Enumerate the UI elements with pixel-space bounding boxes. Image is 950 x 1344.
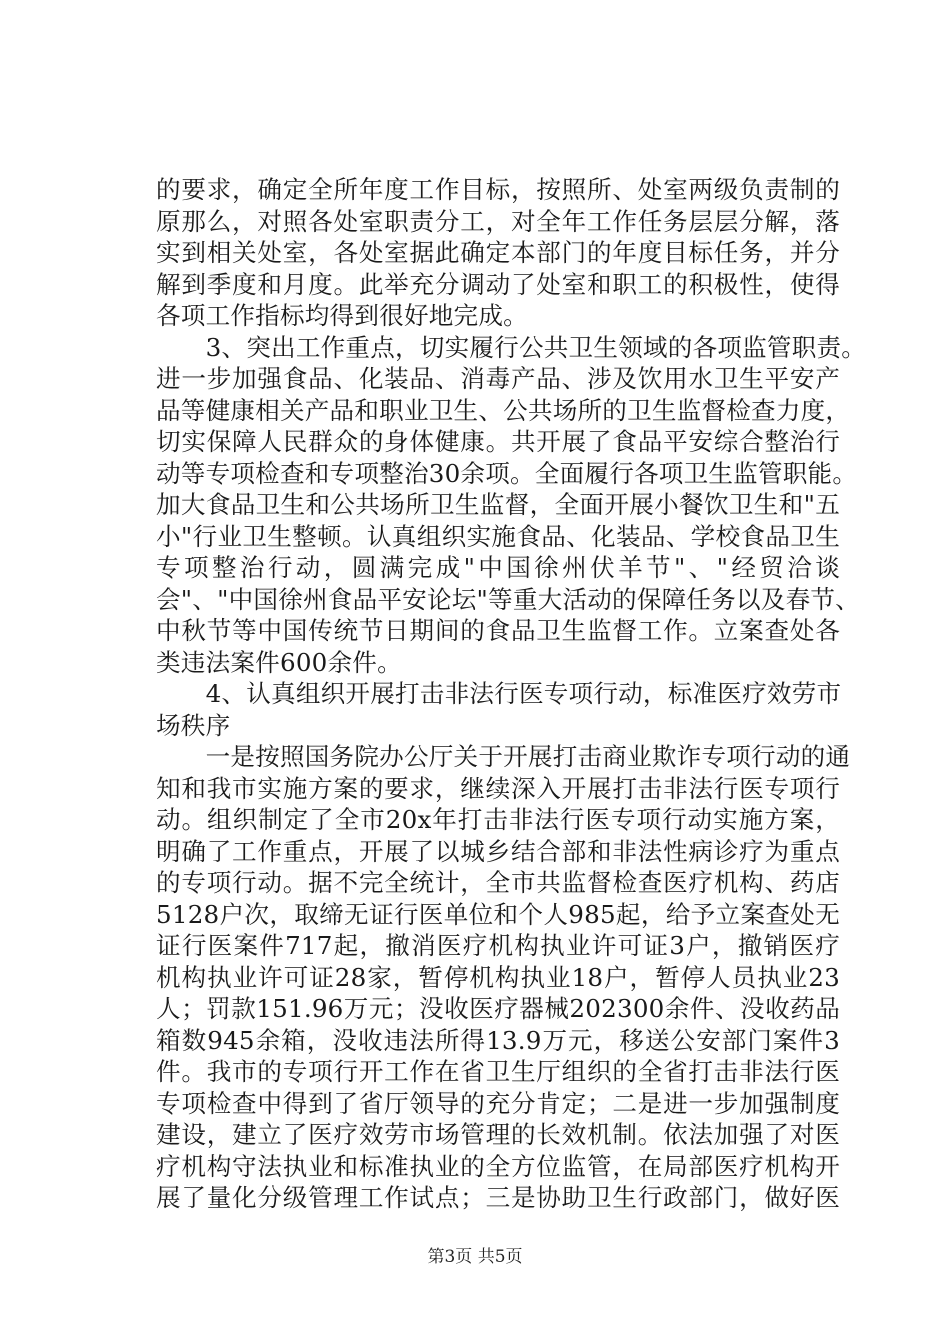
text-line: 5128户次，取缔无证行医单位和个人985起，给予立案查处无 bbox=[156, 899, 840, 929]
text-line: 的专项行动。据不完全统计，全市共监督检查医疗机构、药店 bbox=[156, 868, 840, 897]
text-line: 的要求，确定全所年度工作目标，按照所、处室两级负责制的 bbox=[156, 175, 840, 204]
text-line: 品等健康相关产品和职业卫生、公共场所的卫生监督检查力度， bbox=[156, 395, 851, 425]
text-line: 各项工作指标均得到很好地完成。 bbox=[156, 301, 528, 330]
text-line: 类违法案件600余件。 bbox=[156, 647, 402, 677]
text-line: 箱数945余箱，没收违法所得13.9万元，移送公安部门案件3 bbox=[156, 1025, 840, 1055]
text-line: 专项整治行动，圆满完成"中国徐州伏羊节"、"经贸洽谈 bbox=[156, 553, 840, 582]
text-line: 中秋节等中国传统节日期间的食品卫生监督工作。立案查处各 bbox=[156, 616, 840, 645]
text-line: 机构执业许可证28家，暂停机构执业18户，暂停人员执业23 bbox=[156, 962, 840, 992]
text-line: 明确了工作重点，开展了以城乡结合部和非法性病诊疗为重点 bbox=[156, 836, 840, 866]
text-line: 进一步加强食品、化装品、消毒产品、涉及饮用水卫生平安产 bbox=[156, 364, 840, 393]
text-line: 一是按照国务院办公厅关于开展打击商业欺诈专项行动的通 bbox=[156, 742, 851, 771]
text-line: 展了量化分级管理工作试点；三是协助卫生行政部门，做好医 bbox=[156, 1183, 840, 1212]
text-line: 证行医案件717起，撤消医疗机构执业许可证3户，撤销医疗 bbox=[156, 931, 840, 960]
text-line: 4、认真组织开展打击非法行医专项行动，标准医疗效劳市 bbox=[156, 679, 842, 708]
page-footer: 第3页 共5页 bbox=[427, 1247, 523, 1267]
text-line: 人；罚款151.96万元；没收医疗器械202300余件、没收药品 bbox=[156, 994, 840, 1023]
text-line: 件。我市的专项行开工作在省卫生厅组织的全省打击非法行医 bbox=[156, 1057, 840, 1086]
text-line: 切实保障人民群众的身体健康。共开展了食品平安综合整治行 bbox=[156, 427, 840, 456]
text-line: 动。组织制定了全市20x年打击非法行医专项行动实施方案， bbox=[156, 805, 840, 834]
text-line: 解到季度和月度。此举充分调动了处室和职工的积极性，使得 bbox=[156, 269, 840, 299]
text-line: 加大食品卫生和公共场所卫生监督，全面开展小餐饮卫生和"五 bbox=[156, 490, 840, 519]
text-line: 建设，建立了医疗效劳市场管理的长效机制。依法加强了对医 bbox=[156, 1120, 840, 1149]
text-line: 专项检查中得到了省厅领导的充分肯定；二是进一步加强制度 bbox=[156, 1088, 840, 1118]
text-line: 原那么，对照各处室职责分工，对全年工作任务层层分解，落 bbox=[156, 206, 840, 236]
text-line: 知和我市实施方案的要求，继续深入开展打击非法行医专项行 bbox=[156, 773, 840, 803]
text-line: 会"、"中国徐州食品平安论坛"等重大活动的保障任务以及春节、 bbox=[156, 584, 860, 614]
text-line: 疗机构守法执业和标准执业的全方位监管，在局部医疗机构开 bbox=[156, 1151, 840, 1181]
document-body bbox=[156, 174, 867, 1214]
text-line: 3、突出工作重点，切实履行公共卫生领域的各项监管职责。 bbox=[156, 332, 867, 362]
text-line: 实到相关处室，各处室据此确定本部门的年度目标任务，并分 bbox=[156, 238, 840, 267]
text-line: 小"行业卫生整顿。认真组织实施食品、化装品、学校食品卫生 bbox=[156, 521, 840, 551]
text-line: 动等专项检查和专项整治30余项。全面履行各项卫生监管职能。 bbox=[156, 458, 858, 488]
text-line: 场秩序 bbox=[156, 710, 231, 740]
